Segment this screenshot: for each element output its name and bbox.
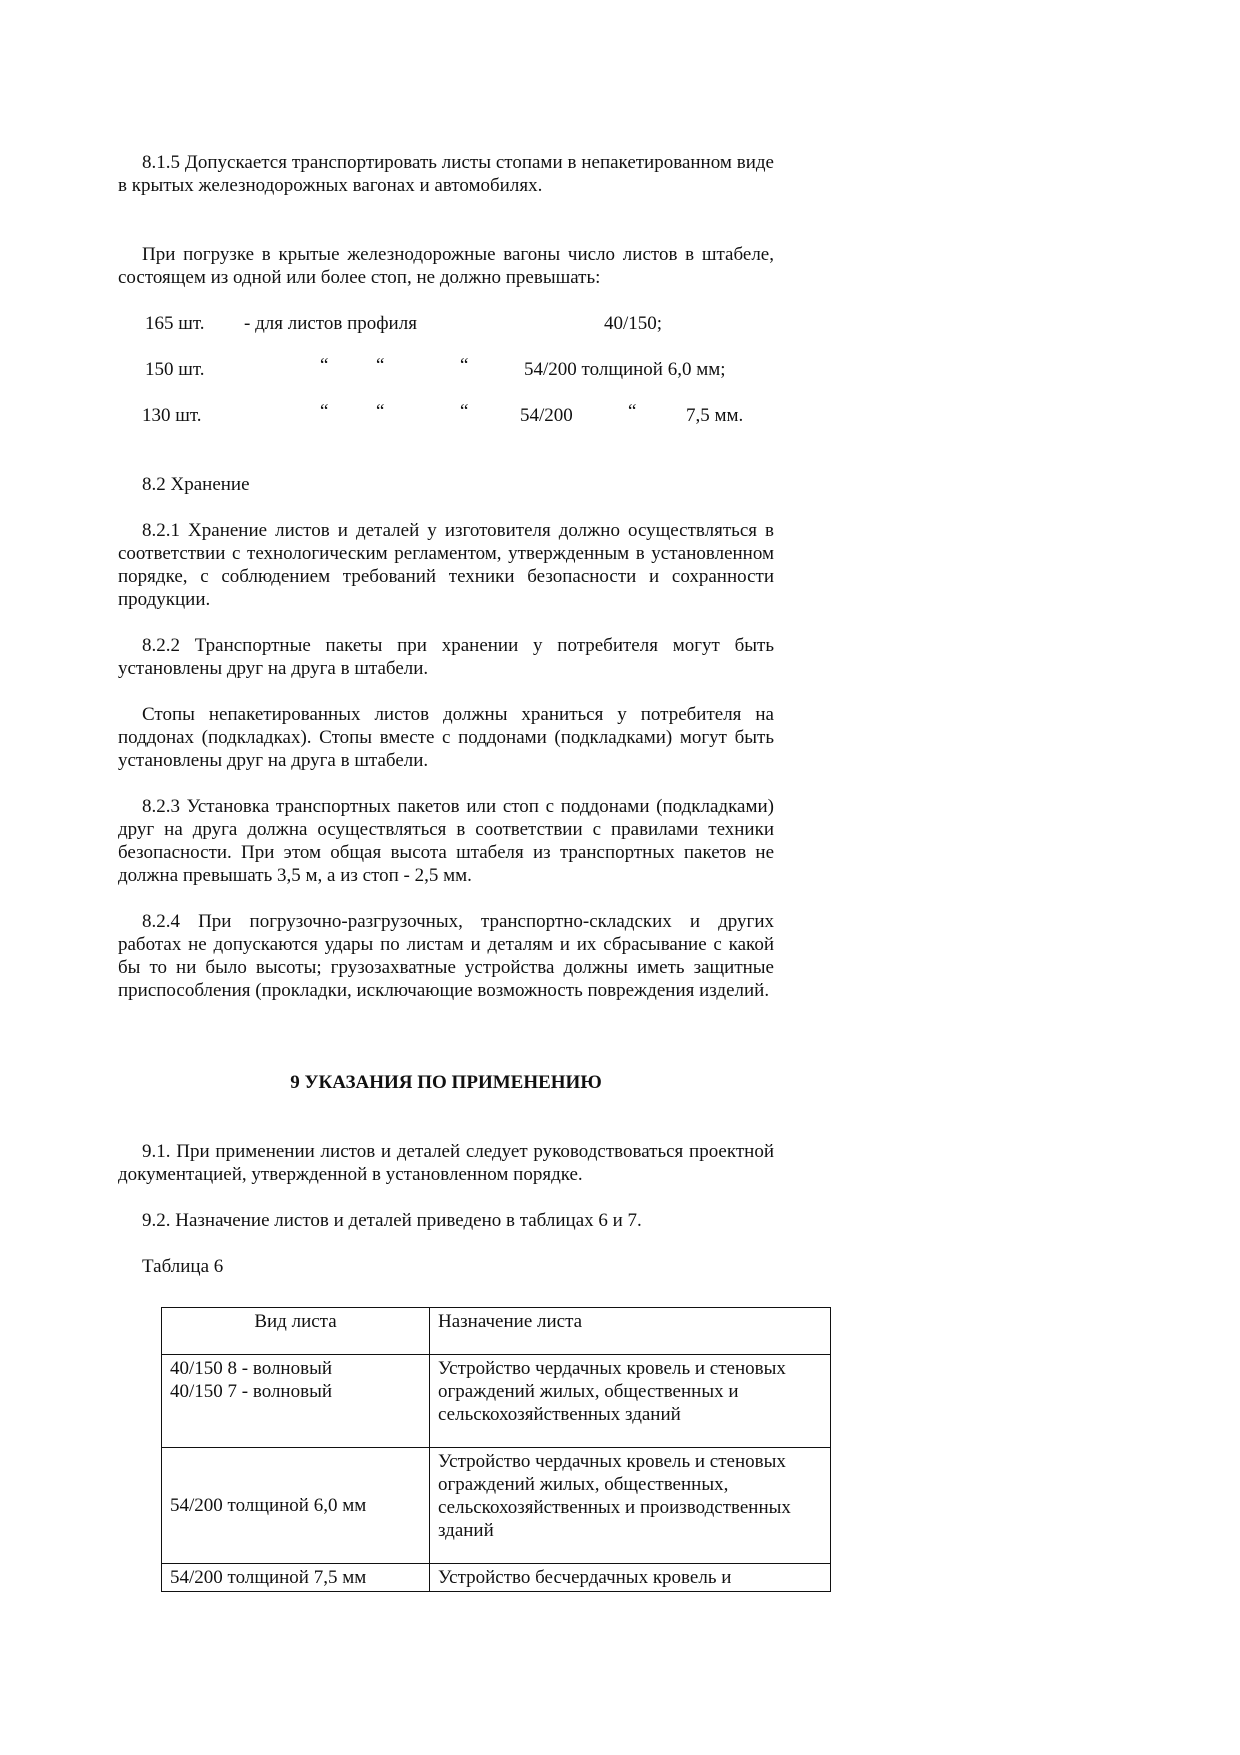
ditto-mark: “ xyxy=(376,355,385,376)
paragraph-8-2-2: 8.2.2 Транспортные пакеты при хранении у потребителя могут быть установлены друг на друга в штабели. xyxy=(118,635,774,679)
limit-count: 165 шт. xyxy=(145,313,205,334)
limit-profile: 54/200 толщиной 6,0 мм; xyxy=(524,359,726,380)
table-cell-type xyxy=(162,1448,430,1564)
paragraph-8-2-4: 8.2.4 При погрузочно-разгрузочных, транспортно-складских и других работах не допускаются удары по листам и деталям и их сбрасывание с какой бы то ни было высоты; грузозахватные устройства должны иметь защитные приспособления (прокладки, исключающие возможность повреждения изделий. xyxy=(118,911,774,1001)
paragraph-stacks: Стопы непакетированных листов должны храниться у потребителя на поддонах (подкладках). Стопы вместе с поддонами (подкладками) могут быть установлены друг на друга в штабели. xyxy=(118,704,774,771)
paragraph-8-2-3: 8.2.3 Установка транспортных пакетов или стоп с поддонами (подкладками) друг на друга должна осуществляться в соответствии с правилами техники безопасности. При этом общая высота штабеля из транспортных пакетов не должна превышать 3,5 м, а из стоп - 2,5 мм. xyxy=(118,796,774,886)
limit-profile: 40/150; xyxy=(604,313,663,334)
paragraph-9-1: 9.1. При применении листов и деталей следует руководствоваться проектной документацией, утвержденной в установленном порядке. xyxy=(118,1141,774,1185)
section-heading-8-2: 8.2 Хранение xyxy=(142,474,250,495)
table-header-row xyxy=(162,1308,831,1355)
table-6 xyxy=(161,1307,831,1592)
table-cell-type xyxy=(162,1564,430,1592)
limit-desc: - для листов профиля xyxy=(244,313,417,334)
ditto-mark: “ xyxy=(628,401,637,422)
limit-count: 130 шт. xyxy=(142,405,202,426)
ditto-mark: “ xyxy=(320,355,329,376)
type-line: 54/200 толщиной 7,5 мм xyxy=(170,1567,367,1588)
table-caption: Таблица 6 xyxy=(142,1256,224,1277)
ditto-mark: “ xyxy=(460,401,469,422)
limit-thickness: 7,5 мм. xyxy=(686,405,744,426)
ditto-mark: “ xyxy=(320,401,329,422)
paragraph-8-1-5: 8.1.5 Допускается транспортировать листы стопами в непакетированном виде в крытых железнодорожных вагонах и автомобилях. xyxy=(118,152,774,196)
table-row xyxy=(162,1355,831,1448)
ditto-mark: “ xyxy=(376,401,385,422)
type-line: 40/150 7 - волновый xyxy=(170,1381,333,1402)
paragraph-9-2: 9.2. Назначение листов и деталей приведено в таблицах 6 и 7. xyxy=(142,1210,642,1231)
paragraph-8-2-1: 8.2.1 Хранение листов и деталей у изготовителя должно осуществляться в соответствии с технологическим регламентом, утвержденным в установленном порядке, с соблюдением требований техники безопасности и сохранности продукции. xyxy=(118,520,774,610)
section-heading-9: 9 УКАЗАНИЯ ПО ПРИМЕНЕНИЮ xyxy=(290,1072,602,1093)
table-row xyxy=(162,1564,831,1592)
table-row xyxy=(162,1448,831,1564)
table-header-cell xyxy=(430,1308,831,1355)
table-cell-purpose: Устройство чердачных кровель и стеновых ограждений жилых, общественных и сельскохозяйственных зданий xyxy=(430,1355,831,1448)
table-header-cell xyxy=(162,1308,430,1355)
ditto-mark: “ xyxy=(460,355,469,376)
table-cell-purpose: Устройство чердачных кровель и стеновых ограждений жилых, общественных, сельскохозяйственных и производственных зданий xyxy=(430,1448,831,1564)
header-purpose: Назначение листа xyxy=(438,1311,583,1332)
limit-count: 150 шт. xyxy=(145,359,205,380)
type-line: 54/200 толщиной 6,0 мм xyxy=(170,1495,367,1516)
type-line: 40/150 8 - волновый xyxy=(170,1358,333,1379)
limit-profile: 54/200 xyxy=(520,405,573,426)
table-cell-purpose: Устройство бесчердачных кровель и xyxy=(430,1564,831,1592)
paragraph-loading-limits: При погрузке в крытые железнодорожные вагоны число листов в штабеле, состоящем из одной или более стоп, не должно превышать: xyxy=(118,244,774,288)
header-type: Вид листа xyxy=(254,1311,337,1332)
table-cell-type xyxy=(162,1355,430,1448)
